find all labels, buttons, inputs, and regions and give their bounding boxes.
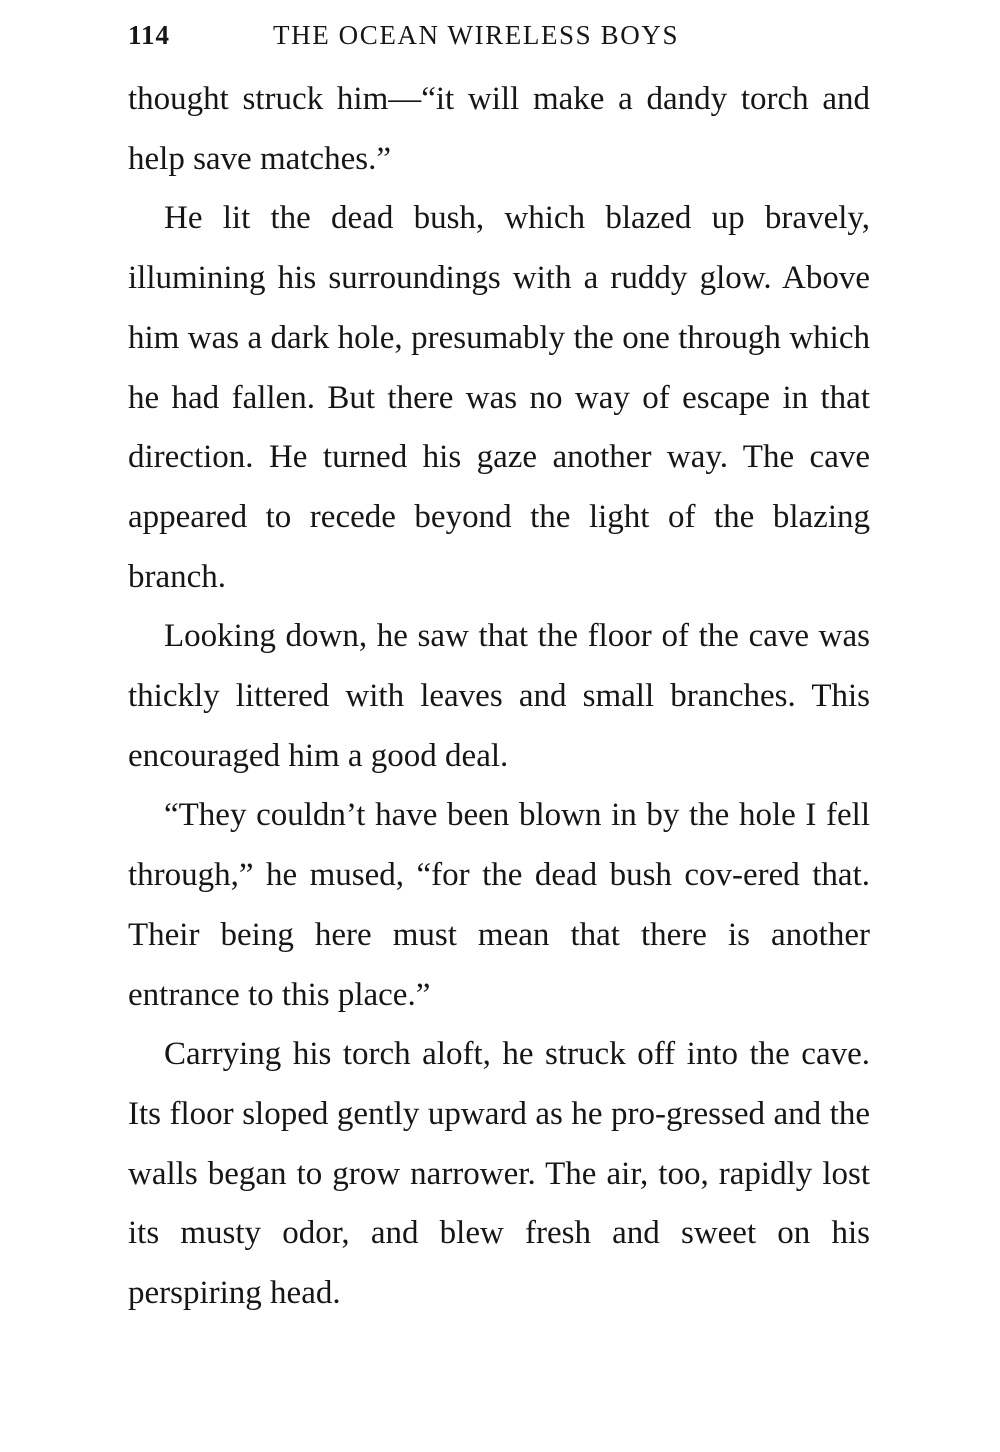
paragraph: Looking down, he saw that the floor of the cave was thickly littered with leaves and small branches. This encouraged him a good deal.: [128, 618, 870, 774]
body-text: [128, 70, 870, 1324]
paragraph: “They couldn’t have been blown in by the hole I fell through,” he mused, “for the dead bush cov-ered that. Their being here must mean that there is another entrance to this place.”: [128, 797, 870, 1013]
page-number: 114: [128, 20, 171, 50]
paragraph: Carrying his torch aloft, he struck off into the cave. Its floor sloped gently upward as he pro-gressed and the walls began to grow narrower. The air, too, rapidly lost its musty odor, and blew fresh and sweet on his perspiring head.: [128, 1036, 870, 1312]
paragraph-continued: thought struck him—“it will make a dandy torch and help save matches.”: [128, 81, 870, 177]
running-title: THE OCEAN WIRELESS BOYS: [273, 20, 680, 50]
running-head: [128, 20, 878, 60]
paragraph: He lit the dead bush, which blazed up bravely, illumining his surroundings with a ruddy glow. Above him was a dark hole, presumably the one through which he had fallen. But there was no way of escape in that direction. He turned his gaze another way. The cave appeared to recede beyond the light of the blazing branch.: [128, 200, 870, 595]
